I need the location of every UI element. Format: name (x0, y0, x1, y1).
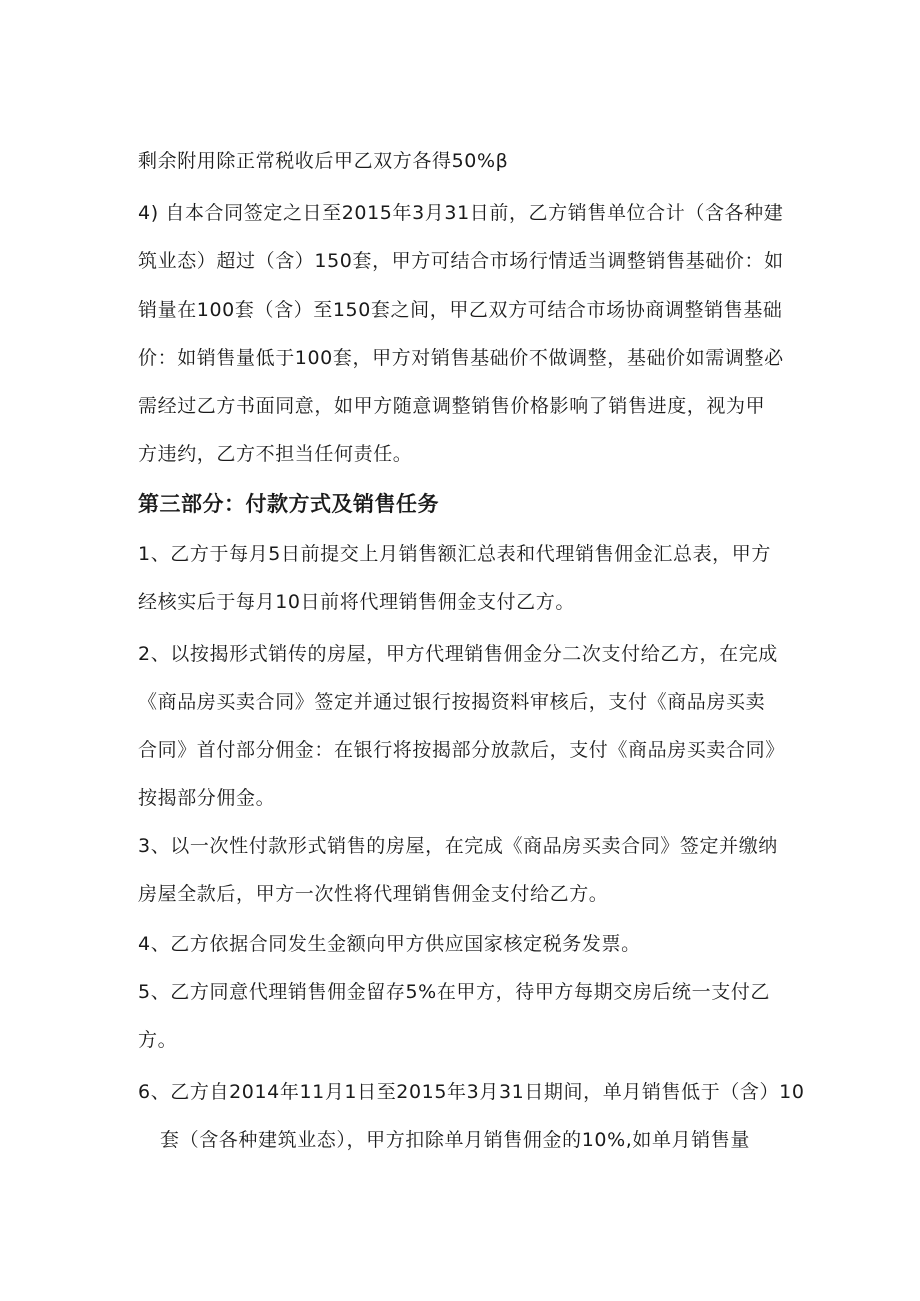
clause1-line-2: 经核实后于每月10日前将代理销售佣金支付乙方。 (138, 591, 575, 613)
item4-line-3: 销量在100套（含）至150套之间，甲乙双方可结合市场协商调整销售基础 (138, 299, 783, 321)
clause2-line-1: 2、以按揭形式销传的房屋，甲方代理销售佣金分二次支付给乙方，在完成 (138, 643, 778, 665)
clause2-line-3: 合同》首付部分佣金：在银行将按揭部分放款后，支付《商品房买卖合同》 (138, 739, 785, 761)
clause6-line-2: 套（含各种建筑业态），甲方扣除单月销售佣金的10%,如单月销售量 (160, 1129, 750, 1151)
clause5-line-1: 5、乙方同意代理销售佣金留存5%在甲方，待甲方每期交房后统一支付乙 (138, 981, 771, 1003)
clause2-line-4: 按揭部分佣金。 (138, 787, 276, 809)
clause6-line-1: 6、乙方自2014年11月1日至2015年3月31日期间，单月销售低于（含）10 (138, 1081, 805, 1103)
remainder-line-1: 剩余附用除正常税收后甲乙双方各得50%β (138, 150, 509, 172)
item4-line-5: 需经过乙方书面同意，如甲方随意调整销售价格影响了销售进度，视为甲 (138, 395, 766, 417)
clause3-line-2: 房屋全款后，甲方一次性将代理销售佣金支付给乙方。 (138, 883, 609, 905)
item4-line-2: 筑业态）超过（含）150套，甲方可结合市场行情适当调整销售基础价：如 (138, 250, 784, 272)
item4-line-6: 方违约，乙方不担当任何责任。 (138, 443, 413, 465)
clause4-line-1: 4、乙方依据合同发生金额向甲方供应国家核定税务发票。 (138, 933, 641, 955)
clause2-line-2: 《商品房买卖合同》签定并通过银行按揭资料审核后，支付《商品房买卖 (138, 691, 766, 713)
clause5-line-2: 方。 (138, 1029, 178, 1051)
clause1-line-1: 1、乙方于每月5日前提交上月销售额汇总表和代理销售佣金汇总表，甲方 (138, 543, 771, 565)
clause3-line-1: 3、以一次性付款形式销售的房屋，在完成《商品房买卖合同》签定并缴纳 (138, 835, 778, 857)
section-heading: 第三部分：付款方式及销售任务 (138, 492, 439, 516)
item4-line-1: 4) 自本合同签定之日至2015年3月31日前，乙方销售单位合计（含各种建 (138, 202, 784, 224)
item4-line-4: 价：如销售量低于100套，甲方对销售基础价不做调整，基础价如需调整必 (138, 347, 784, 369)
